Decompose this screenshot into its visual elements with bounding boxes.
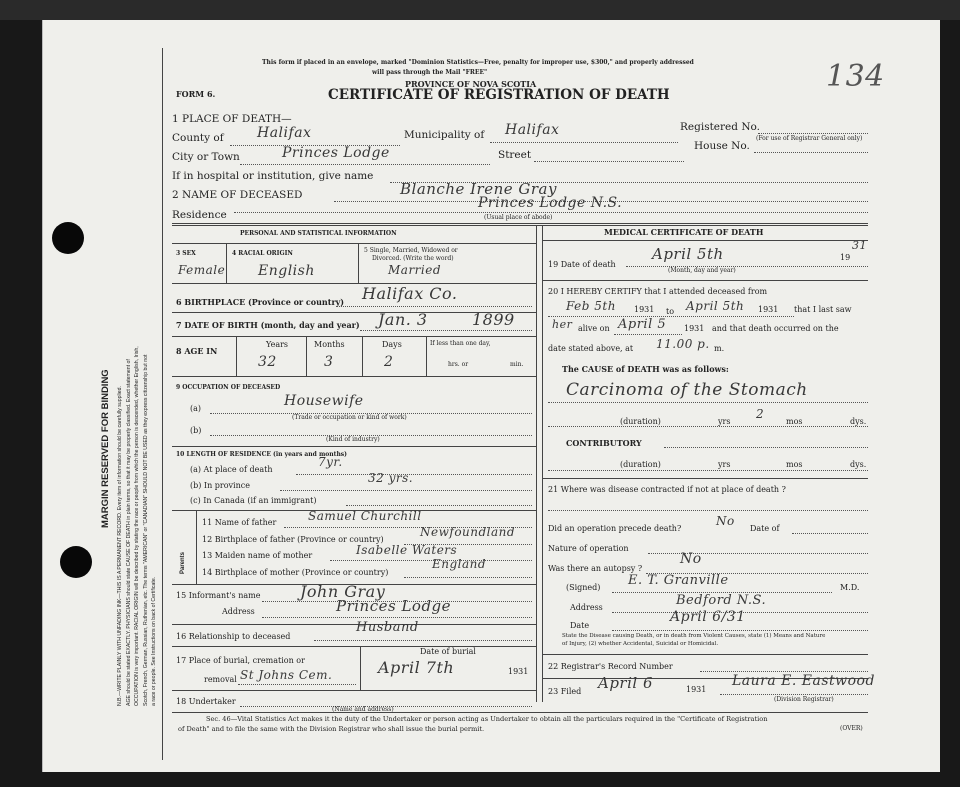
attended-to-value: April 5th [686, 299, 745, 313]
burial-year-value: 1931 [508, 667, 529, 676]
registrar-use-note: (For use of Registrar General only) [756, 135, 863, 142]
municipality-value: Halifax [505, 122, 560, 138]
attended-from-value: Feb 5th [566, 299, 616, 313]
occurred-label: and that death occurred on the [712, 324, 839, 333]
contrib-yrs-label: yrs [718, 460, 731, 469]
cause-dys-label: dys. [850, 417, 867, 426]
informant-address-value: Princes Lodge [336, 597, 452, 615]
footer-line-2: of Death" and to file the same with the Division Registrar who shall issue the burial permit. [178, 725, 485, 733]
city-label: City or Town [172, 151, 240, 163]
alive-on-label: alive on [578, 324, 610, 333]
municipality-label: Municipality of [404, 129, 485, 141]
informant-label: 15 Informant's name [176, 591, 261, 600]
column-divider [536, 226, 537, 702]
relationship-value: Husband [356, 620, 419, 635]
age-months-value: 3 [324, 354, 334, 370]
dob-value: Jan. 3 [378, 310, 428, 329]
contributory-label: CONTRIBUTORY [566, 438, 642, 448]
birthplace-value: Halifax Co. [362, 284, 458, 303]
filed-year-value: 1931 [686, 685, 707, 694]
registered-no-label: Registered No. [680, 121, 760, 133]
sex-label: 3 SEX [176, 250, 196, 257]
burial-date-value: April 7th [378, 658, 455, 677]
residence-label: Residence [172, 209, 227, 221]
cause-yrs-label: yrs [718, 417, 731, 426]
dob-year-value: 1899 [472, 310, 515, 329]
to-label: to [666, 307, 675, 316]
date-of-death-note: (Month, day and year) [668, 267, 736, 274]
in-canada-label: (c) In Canada (if an immigrant) [190, 496, 317, 505]
mother-birthplace-label: 14 Birthplace of mother (Province or country) [202, 568, 389, 577]
alive-on-year: 1931 [684, 324, 705, 333]
cause-duration-label: (duration) [620, 417, 661, 426]
less-than-day-label: If less than one day, [430, 340, 491, 347]
province-heading: PROVINCE OF NOVA SCOTIA [405, 79, 537, 89]
nature-of-operation-label: Nature of operation [548, 544, 629, 553]
residence-note: (Usual place of abode) [484, 214, 553, 221]
informant-address-label: Address [222, 607, 255, 616]
violent-cause-note-1: State the Disease causing Death, or in death from Violent Causes, state (1) Means and Nature [562, 633, 826, 639]
margin-instructions: N.B.—WRITE PLAINLY WITH UNFADING INK—THIS IS A PERMANENT RECORD. Every item of information should be carefully supplied. AGE should be stated EXACTLY. PHYSICIANS should state CAUSE OF DEATH in plain terms, so that it may be properly classified. Exact statement of OCCUPATION is very important. RACIAL ORIGIN will be described by stating the race or people from which the person is descended, whether English, Irish, Scotch, French, German, Russian, Ruthenian, etc. The terms "AMERICAN" or "CANADIAN" SHOULD NOT BE USED as they express citizenship but not a race or people. See Instructions on back of Certificate. [117, 346, 157, 706]
envelope-note-1: This form if placed in an envelope, marked "Dominion Statistics—Free, penalty for improper use, $300," and properly addressed [262, 59, 694, 66]
occupation-b-label: (b) [190, 426, 202, 435]
registrar-record-label: 22 Registrar's Record Number [548, 662, 673, 671]
violent-cause-note-2: of Injury, (2) whether Accidental, Suicidal or Homicidal. [562, 641, 719, 647]
mother-name-label: 13 Maiden name of mother [202, 551, 313, 560]
relationship-label: 16 Relationship to deceased [176, 632, 291, 641]
date-of-death-value: April 5th [652, 245, 724, 263]
cause-label: The CAUSE of DEATH was as follows: [562, 364, 729, 374]
marital-status-value: Married [388, 263, 442, 277]
time-of-death-value: 11.00 p. [656, 337, 710, 351]
years-label: Years [266, 340, 289, 349]
division-registrar-note: (Division Registrar) [774, 696, 834, 703]
date-of-death-year: 31 [852, 239, 867, 252]
md-label: M.D. [840, 583, 860, 592]
undertaker-note: (Name and address) [332, 706, 394, 713]
medical-heading: MEDICAL CERTIFICATE OF DEATH [604, 227, 764, 237]
certify-label: 20 I HEREBY CERTIFY that I attended deceased from [548, 287, 768, 296]
residence-length-label: 10 LENGTH OF RESIDENCE (in years and months) [176, 451, 348, 458]
autopsy-label: Was there an autopsy ? [548, 564, 643, 573]
racial-origin-value: English [258, 263, 315, 279]
burial-place-value: St Johns Cem. [240, 668, 333, 682]
operation-label: Did an operation precede death? [548, 524, 682, 533]
physician-address-value: Bedford N.S. [676, 593, 767, 608]
age-years-value: 32 [258, 354, 277, 370]
racial-origin-label: 4 RACIAL ORIGIN [232, 250, 293, 257]
filed-date-value: April 6 [598, 674, 654, 692]
birthplace-label: 6 BIRTHPLACE (Province or country) [176, 297, 345, 307]
cause-of-death-value: Carcinoma of the Stomach [566, 380, 808, 400]
form-number: FORM 6. [176, 89, 216, 99]
dob-label: 7 DATE OF BIRTH (month, day and year) [176, 320, 360, 330]
burial-label-2: removal [204, 675, 237, 684]
months-label: Months [314, 340, 345, 349]
deceased-name: Blanche Irene Gray [400, 180, 557, 198]
envelope-note-2: will pass through the Mail "FREE" [372, 69, 488, 76]
signed-label: (Signed) [566, 583, 601, 592]
physician-date-value: April 6/31 [670, 609, 746, 625]
father-birthplace-label: 12 Birthplace of father (Province or country) [202, 535, 384, 544]
her-value: her [552, 318, 573, 331]
punch-hole-top [52, 222, 84, 254]
residence-value: Princes Lodge N.S. [478, 195, 623, 211]
alive-on-value: April 5 [618, 317, 667, 332]
date-stated-label: date stated above, at [548, 344, 634, 353]
contrib-mos-label: mos [786, 460, 803, 469]
filed-label: 23 Filed [548, 687, 582, 696]
hospital-label: If in hospital or institution, give name [172, 170, 374, 182]
attended-to-year: 1931 [758, 305, 779, 314]
marital-label-1: 5 Single, Married, Widowed or [364, 247, 458, 254]
parents-label: Parents [180, 551, 186, 574]
footer-over: (OVER) [840, 725, 863, 732]
hrs-label: hrs. or [448, 361, 469, 368]
attended-from-year: 1931 [634, 305, 655, 314]
cause-yrs-value: 2 [756, 407, 765, 421]
house-no-label: House No. [694, 140, 750, 152]
city-value: Princes Lodge [282, 145, 390, 161]
burial-label-1: 17 Place of burial, cremation or [176, 656, 305, 665]
industry-note: (Kind of industry) [326, 436, 380, 443]
county-label: County of [172, 132, 224, 144]
margin-divider [162, 48, 163, 760]
last-saw-label: that I last saw [794, 305, 852, 314]
marital-label-2: Divorced. (Write the word) [372, 255, 454, 262]
date-of-death-label: 19 Date of death [548, 260, 616, 269]
in-province-label: (b) In province [190, 481, 250, 490]
age-label: 8 AGE IN [176, 346, 218, 356]
street-label: Street [498, 149, 532, 161]
scan-border-top [0, 0, 960, 20]
certificate-title: CERTIFICATE OF REGISTRATION OF DEATH [328, 87, 670, 103]
operation-date-label: Date of [750, 524, 780, 533]
undertaker-label: 18 Undertaker [176, 697, 236, 706]
deceased-name-label: 2 NAME OF DECEASED [172, 189, 303, 201]
operation-value: No [716, 514, 735, 528]
m-label: m. [714, 344, 725, 353]
occupation-note: (Trade or occupation or kind of work) [292, 414, 407, 421]
in-province-value: 32 yrs. [368, 471, 414, 485]
physician-signature: E. T. Granville [628, 573, 729, 588]
autopsy-value: No [680, 551, 702, 567]
father-name-value: Samuel Churchill [308, 509, 422, 523]
contrib-duration-label: (duration) [620, 460, 661, 469]
cause-mos-label: mos [786, 417, 803, 426]
burial-date-label: Date of burial [420, 647, 476, 656]
file-number: 134 [826, 59, 885, 94]
personal-heading: PERSONAL AND STATISTICAL INFORMATION [240, 230, 397, 237]
footer-line-1: Sec. 46—Vital Statistics Act makes it the duty of the Undertaker or person acting as Undertaker to obtain all the particulars required in the "Certificate of Registration [206, 715, 768, 723]
mother-birthplace-value: England [432, 557, 487, 571]
at-place-label: (a) At place of death [190, 465, 273, 474]
physician-date-label: Date [570, 621, 590, 630]
county-value: Halifax [257, 125, 312, 141]
days-label: Days [382, 340, 402, 349]
disease-contracted-label: 21 Where was disease contracted if not at place of death ? [548, 485, 786, 494]
physician-address-label: Address [570, 603, 603, 612]
father-birthplace-value: Newfoundland [420, 525, 516, 539]
punch-hole-bottom [60, 546, 92, 578]
date-of-death-year-prefix: 19 [840, 253, 851, 262]
informant-value: John Gray [300, 582, 386, 601]
age-days-value: 2 [384, 354, 394, 370]
contrib-dys-label: dys. [850, 460, 867, 469]
registrar-signature: Laura E. Eastwood [732, 673, 875, 689]
sex-value: Female [178, 263, 226, 277]
at-place-value: 7yr. [318, 455, 343, 469]
occupation-a-label: (a) [190, 404, 202, 413]
father-name-label: 11 Name of father [202, 518, 277, 527]
occupation-label: 9 OCCUPATION OF DECEASED [176, 384, 281, 391]
margin-binding-label: MARGIN RESERVED FOR BINDING [100, 369, 111, 528]
place-of-death-label: 1 PLACE OF DEATH— [172, 113, 292, 125]
min-label: min. [510, 361, 524, 368]
mother-name-value: Isabelle Waters [356, 543, 458, 557]
occupation-value: Housewife [284, 393, 364, 409]
